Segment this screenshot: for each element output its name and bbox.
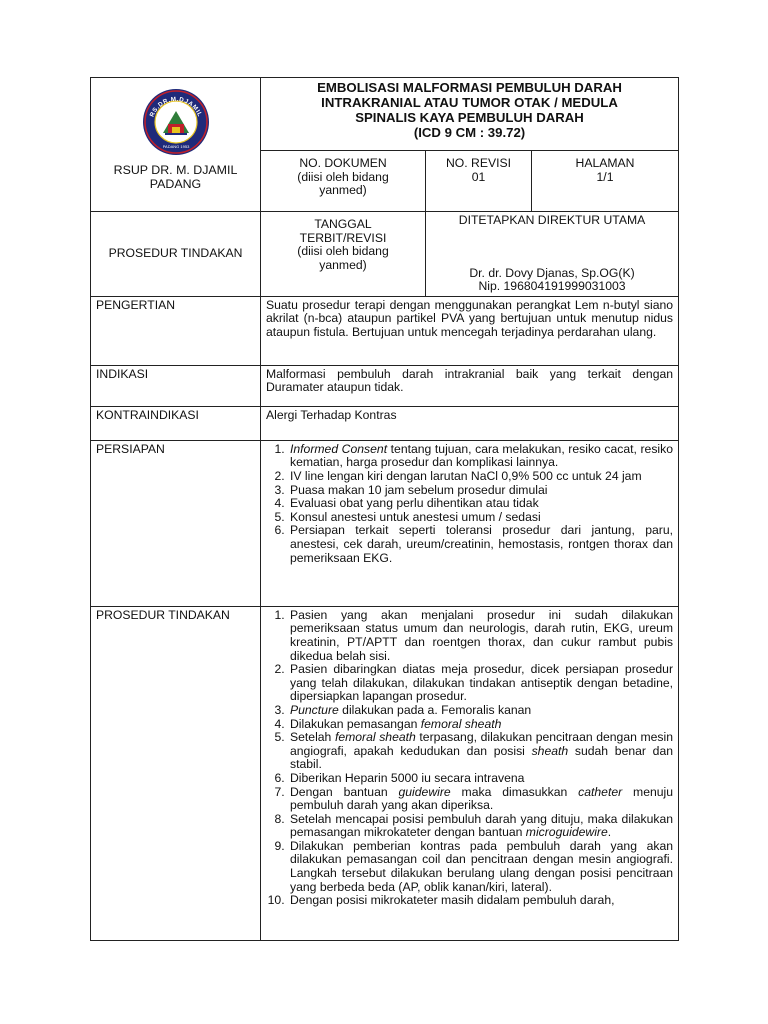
halaman-value: 1/1 bbox=[596, 169, 614, 184]
list-item: 9. Dilakukan pemberian kontras pada pembuluh darah yang akan dilakukan pemasangan coil dan pencitraan dengan mesin angiografi. Langkah tersebut dilakukan berulang ulang dengan posisi pencitraan yang berbeda beda (AP, oblik kanan/kiri, lateral). bbox=[288, 840, 673, 894]
persiapan-label: PERSIAPAN bbox=[91, 440, 261, 606]
list-item: 7. Dengan bantuan guidewire maka dimasukkan catheter menuju pembuluh darah yang akan diperiksa. bbox=[288, 786, 673, 813]
prosedur-tindakan-header: PROSEDUR TINDAKAN bbox=[91, 212, 261, 297]
list-item: 4. Evaluasi obat yang perlu dihentikan atau tidak bbox=[288, 497, 673, 511]
list-item: 5. Setelah femoral sheath terpasang, dilakukan pencitraan dengan mesin angiografi, apakah kedudukan dan posisi sheath sudah benar dan stabil. bbox=[288, 731, 673, 772]
no-dokumen-note: (diisi oleh bidang yanmed) bbox=[297, 169, 389, 198]
no-revisi-cell bbox=[426, 151, 532, 212]
logo-ring-text: RS.DR.M.DJAMIL bbox=[148, 95, 203, 119]
ditetapkan-cell bbox=[426, 212, 679, 297]
logo-bottom-text: PADANG 1953 bbox=[162, 144, 189, 149]
signer-nip: Nip. 196804191999031003 bbox=[478, 279, 626, 294]
halaman-label: HALAMAN bbox=[575, 156, 635, 170]
list-item: 6. Persiapan terkait seperti toleransi prosedur dari jantung, paru, anestesi, cek darah, ureum/creatinin, hemostasis, rontgen thorax dan pemeriksaan EKG. bbox=[288, 524, 673, 565]
hospital-logo bbox=[141, 87, 211, 157]
org-cell bbox=[91, 78, 261, 212]
document-title: EMBOLISASI MALFORMASI PEMBULUH DARAH INTRAKRANIAL ATAU TUMOR OTAK / MEDULA SPINALIS KAYA PEMBULUH DARAH (ICD 9 CM : 39.72) bbox=[261, 78, 679, 151]
kontraindikasi-label: KONTRAINDIKASI bbox=[91, 406, 261, 440]
tanggal-terbit-cell bbox=[261, 212, 426, 297]
halaman-cell bbox=[532, 151, 679, 212]
list-item: 2. IV line lengan kiri dengan larutan NaCl 0,9% 500 cc untuk 24 jam bbox=[288, 470, 673, 484]
prosedur-label: PROSEDUR TINDAKAN bbox=[91, 606, 261, 940]
tanggal-note: (diisi oleh bidang yanmed) bbox=[297, 244, 389, 272]
pengertian-text: Suatu prosedur terapi dengan menggunakan perangkat Lem n-butyl siano akrilat (n-bca) ataupun partikel PVA yang bertujuan untuk menutup nidus ataupun fistula. Bertujuan untuk mencegah terjadinya perdarahan ulang. bbox=[261, 296, 679, 365]
list-item: 10. Dengan posisi mikrokateter masih didalam pembuluh darah, bbox=[288, 894, 673, 908]
no-revisi-value: 01 bbox=[471, 169, 486, 184]
list-item: 2. Pasien dibaringkan diatas meja prosedur, dicek persiapan prosedur yang telah dilakukan, dilakukan tindakan antiseptik dengan betadine, dipersiapkan lapangan prosedur. bbox=[288, 663, 673, 704]
ditetapkan-label: DITETAPKAN DIREKTUR UTAMA bbox=[458, 213, 646, 227]
list-item: 1. Pasien yang akan menjalani prosedur ini sudah dilakukan pemeriksaan status umum dan neurologis, darah rutin, EKG, ureum kreatinin, PT/APTT dan roentgen thorax, dan cukur rambut pubis dikedua belah sisi. bbox=[288, 609, 673, 663]
prosedur-content bbox=[261, 606, 679, 940]
list-item: 3. Puncture dilakukan pada a. Femoralis kanan bbox=[288, 704, 673, 718]
logo-door-shape bbox=[172, 127, 180, 133]
list-item: 3. Puasa makan 10 jam sebelum prosedur dimulai bbox=[288, 484, 673, 498]
org-name: RSUP DR. M. DJAMIL PADANG bbox=[113, 163, 238, 191]
list-item: 1. Informed Consent tentang tujuan, cara melakukan, resiko cacat, resiko kematian, harga prosedur dan komplikasi lainnya. bbox=[288, 443, 673, 470]
list-item: 5. Konsul anestesi untuk anestesi umum / sedasi bbox=[288, 511, 673, 525]
persiapan-list bbox=[266, 443, 673, 565]
tanggal-label: TANGGAL TERBIT/REVISI bbox=[299, 217, 387, 245]
persiapan-content bbox=[261, 440, 679, 606]
list-item: 6. Diberikan Heparin 5000 iu secara intravena bbox=[288, 772, 673, 786]
list-item: 4. Dilakukan pemasangan femoral sheath bbox=[288, 718, 673, 732]
indikasi-text: Malformasi pembuluh darah intrakranial baik yang terkait dengan Duramater ataupun tidak. bbox=[261, 365, 679, 406]
list-item: 8. Setelah mencapai posisi pembuluh darah yang dituju, maka dilakukan pemasangan mikrokateter dengan bantuan microguidewire. bbox=[288, 813, 673, 840]
no-dokumen-label: NO. DOKUMEN bbox=[299, 156, 387, 170]
no-revisi-label: NO. REVISI bbox=[445, 156, 511, 170]
pengertian-label: PENGERTIAN bbox=[91, 296, 261, 365]
indikasi-label: INDIKASI bbox=[91, 365, 261, 406]
sop-table bbox=[90, 77, 679, 941]
kontraindikasi-text: Alergi Terhadap Kontras bbox=[261, 406, 679, 440]
signer-name: Dr. dr. Dovy Djanas, Sp.OG(K) bbox=[469, 265, 635, 280]
prosedur-list bbox=[266, 609, 673, 908]
no-dokumen-cell bbox=[261, 151, 426, 212]
